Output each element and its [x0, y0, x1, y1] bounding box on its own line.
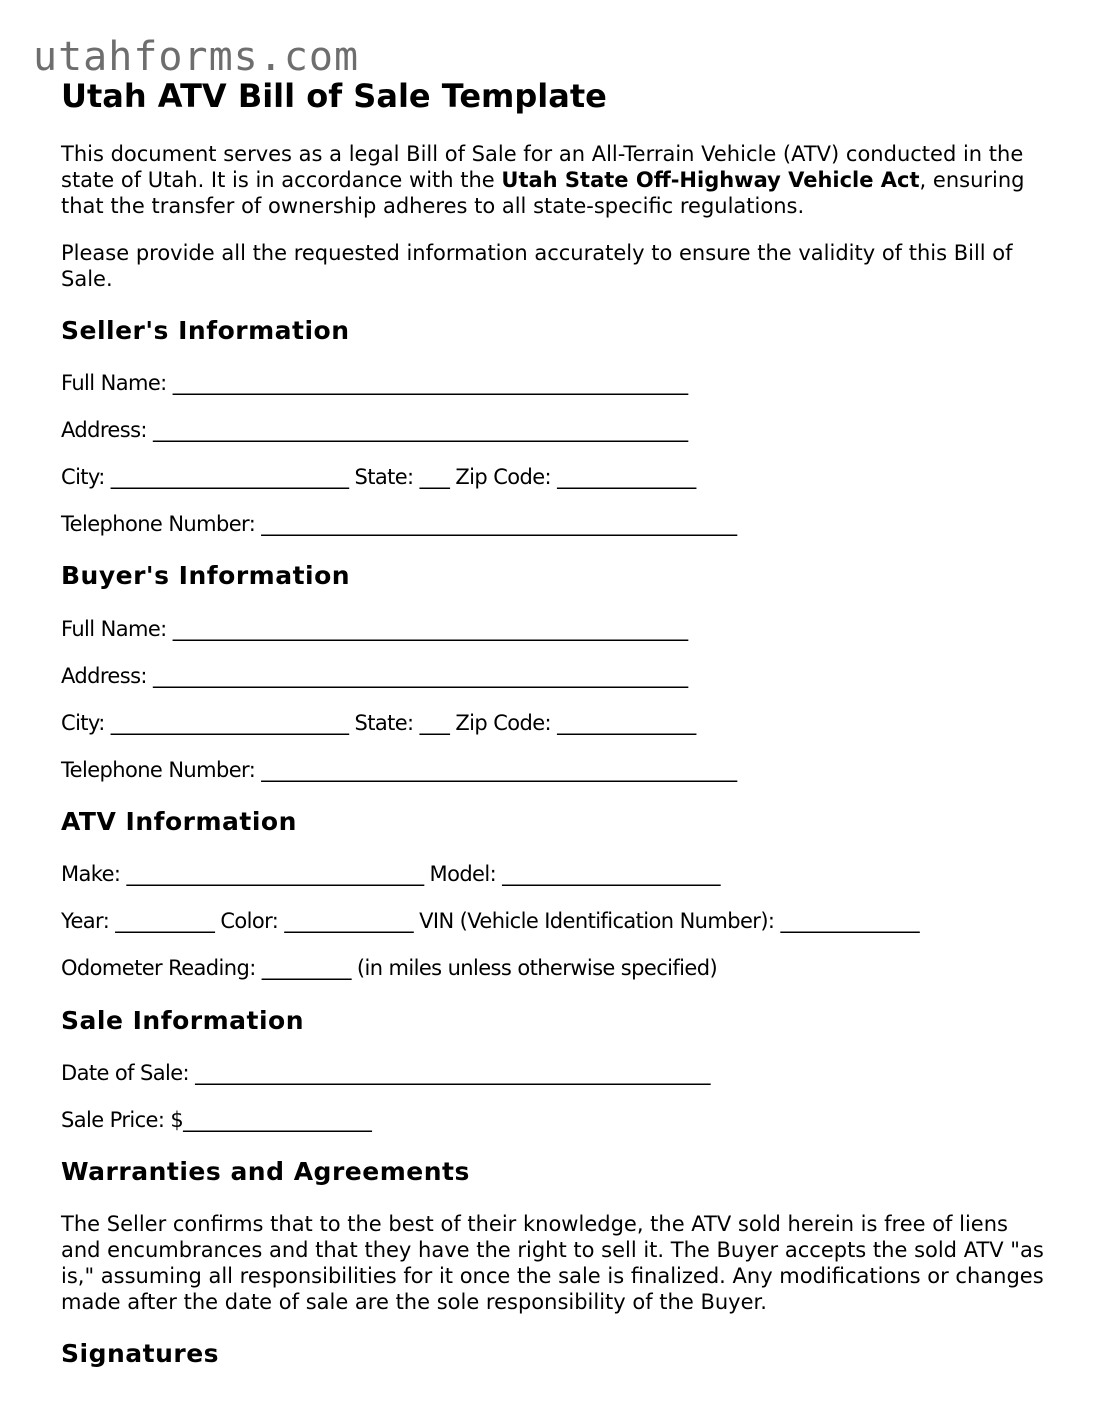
seller-city-state-zip-field[interactable]: City: ________________________ State: ___ Zip Code: ______________ — [61, 465, 696, 489]
buyer-full-name-field[interactable]: Full Name: ____________________________________________________ — [61, 617, 688, 641]
instructions-paragraph: Please provide all the requested information accurately to ensure the validity of this Bill of Sale. — [61, 241, 1013, 291]
atv-odometer-field[interactable]: Odometer Reading: _________ (in miles unless otherwise specified) — [61, 956, 718, 980]
signatures-heading: Signatures — [61, 1339, 220, 1368]
intro-paragraph — [61, 141, 1051, 219]
warranties-paragraph: The Seller confirms that to the best of their knowledge, the ATV sold herein is free of liens and encumbrances and that they have the right to sell it. The Buyer accepts the sold ATV "as is," assuming all responsibilities for it once the sale is finalized. Any modifications or changes made after the date of sale are the sole responsibility of the Buyer. — [61, 1212, 1044, 1314]
atv-heading: ATV Information — [61, 807, 297, 836]
intro-act-name: Utah State Off-Highway Vehicle Act — [501, 168, 920, 192]
buyer-telephone-field[interactable]: Telephone Number: ________________________________________________ — [61, 758, 737, 782]
seller-telephone-field[interactable]: Telephone Number: ________________________________________________ — [61, 512, 737, 536]
seller-full-name-field[interactable]: Full Name: ____________________________________________________ — [61, 371, 688, 395]
intro-text-start: This document serves as a legal Bill of Sale for an All-Terrain Vehicle (ATV) conducted in the state of Utah. It is in accordance with the — [61, 142, 1024, 192]
buyer-heading: Buyer's Information — [61, 561, 351, 590]
buyer-address-field[interactable]: Address: ______________________________________________________ — [61, 664, 688, 688]
seller-heading: Seller's Information — [61, 316, 350, 345]
buyer-city-state-zip-field[interactable]: City: ________________________ State: ___ Zip Code: ______________ — [61, 711, 696, 735]
atv-make-model-field[interactable]: Make: ______________________________ Model: ______________________ — [61, 862, 720, 886]
sale-date-field[interactable]: Date of Sale: ____________________________________________________ — [61, 1061, 710, 1085]
intro-text-end: , ensuring that the transfer of ownership adheres to all state-specific regulations. — [61, 168, 1025, 218]
sale-heading: Sale Information — [61, 1006, 304, 1035]
atv-year-color-vin-field[interactable]: Year: __________ Color: _____________ VIN (Vehicle Identification Number): ______________ — [61, 909, 920, 933]
warranties-heading: Warranties and Agreements — [61, 1157, 470, 1186]
watermark: utahforms.com — [33, 34, 360, 80]
page-title: Utah ATV Bill of Sale Template — [61, 77, 607, 115]
sale-price-field[interactable]: Sale Price: $___________________ — [61, 1108, 372, 1132]
seller-address-field[interactable]: Address: ______________________________________________________ — [61, 418, 688, 442]
